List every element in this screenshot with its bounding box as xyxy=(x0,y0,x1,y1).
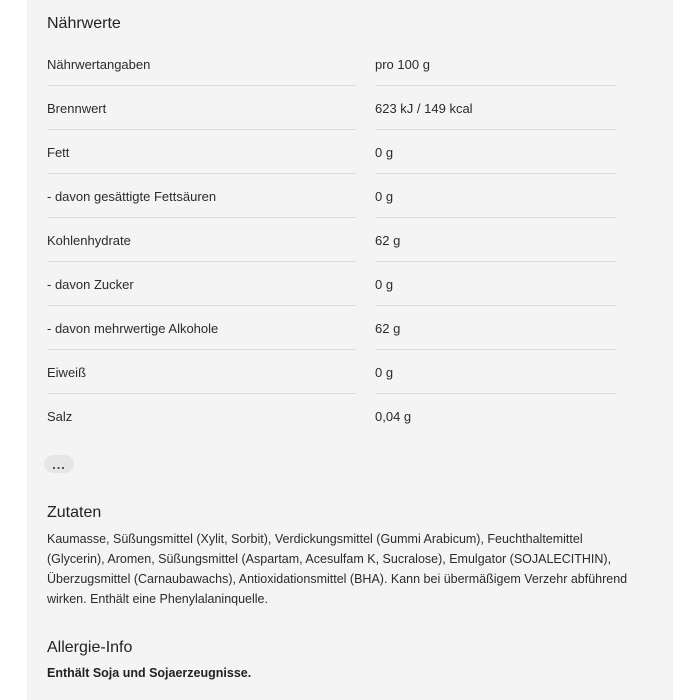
table-row xyxy=(47,350,617,394)
nutrient-value: 0,04 g xyxy=(375,408,412,424)
nutrient-label: Brennwert xyxy=(47,100,107,116)
nutrition-title: Nährwerte xyxy=(47,15,121,32)
nutrient-label: - davon gesättigte Fettsäuren xyxy=(47,188,217,204)
table-row xyxy=(47,306,617,350)
nutrient-label: Fett xyxy=(47,144,70,160)
table-row xyxy=(47,218,617,262)
nutrient-value: 62 g xyxy=(375,232,401,248)
nutrient-label: Salz xyxy=(47,408,73,424)
table-row xyxy=(47,130,617,174)
ingredients-title: Zutaten xyxy=(47,504,102,521)
nutrient-value: 0 g xyxy=(375,188,394,204)
nutrient-label: Eiweiß xyxy=(47,364,87,380)
table-row xyxy=(47,42,617,86)
nutrient-value: 0 g xyxy=(375,276,394,292)
nutrient-label: - davon mehrwertige Alkohole xyxy=(47,320,219,336)
nutrient-value: 0 g xyxy=(375,144,394,160)
table-row xyxy=(47,262,617,306)
nutrient-value: 623 kJ / 149 kcal xyxy=(375,100,473,116)
table-row xyxy=(47,174,617,218)
nutrient-value: 62 g xyxy=(375,320,401,336)
nutrient-value: pro 100 g xyxy=(375,56,430,72)
table-row xyxy=(47,86,617,130)
nutrient-value: 0 g xyxy=(375,364,394,380)
allergy-title: Allergie-Info xyxy=(47,639,133,656)
show-more-button[interactable]: ... xyxy=(44,455,74,473)
nutrient-label: Nährwertangaben xyxy=(47,56,151,72)
allergy-text: Enthält Soja und Sojaerzeugnisse. xyxy=(47,666,252,680)
nutrient-label: - davon Zucker xyxy=(47,276,134,292)
nutrient-label: Kohlenhydrate xyxy=(47,232,131,248)
table-row xyxy=(47,394,617,438)
ingredients-text: Kaumasse, Süßungsmittel (Xylit, Sorbit), Verdickungsmittel (Gummi Arabicum), Feuchthaltemittel (Glycerin), Aromen, Süßungsmittel (Aspartam, Acesulfam K, Sucralose), Emulgator (SOJALECITHIN), Überzugsmittel (Carnaubawachs), Antioxidationsmittel (BHA). Kann bei übermäßigem Verzehr abführend wirken. Enthält eine Phenylalaninquelle. xyxy=(47,532,628,606)
nutrition-table xyxy=(47,42,617,438)
